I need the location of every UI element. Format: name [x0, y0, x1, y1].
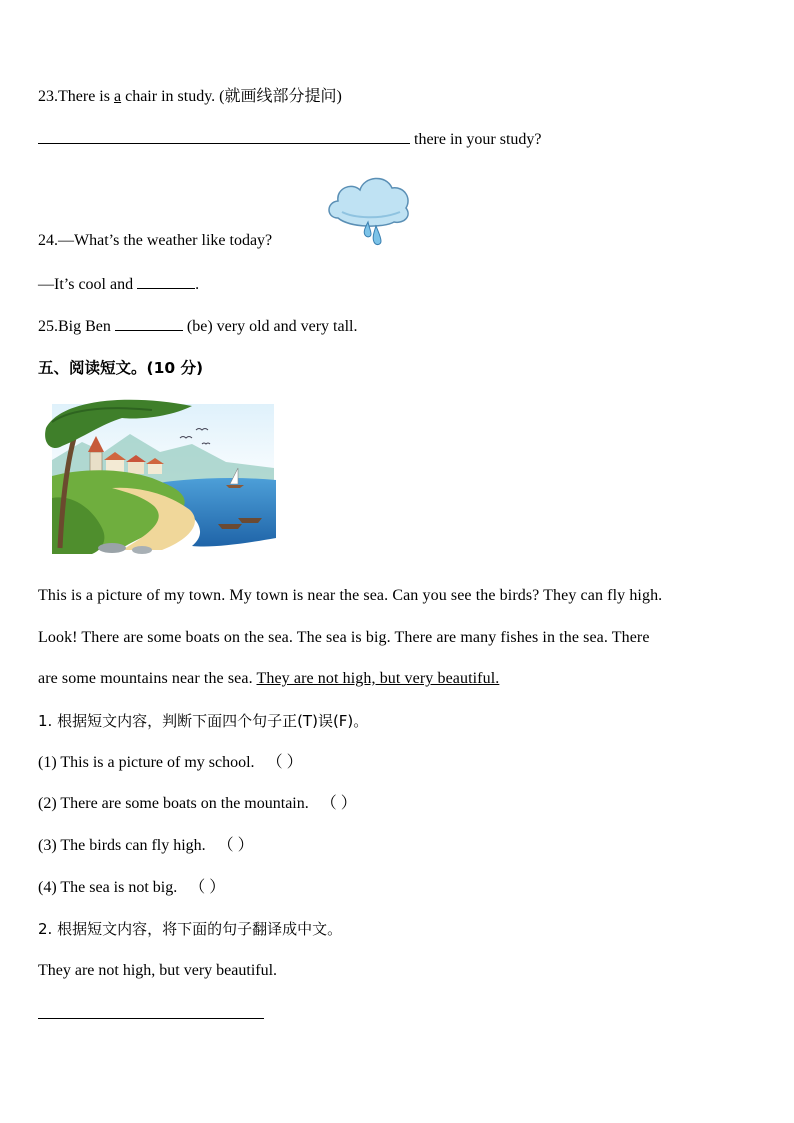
q24-question: 24.—What’s the weather like today? [38, 232, 273, 249]
q24-answer-blank[interactable] [137, 274, 195, 289]
task2-answer-line [38, 1004, 264, 1025]
answer-paren[interactable]: （ ） [266, 754, 303, 771]
answer-paren[interactable]: （ ） [320, 795, 357, 812]
rain-cloud-icon [324, 168, 412, 250]
task1-item [38, 753, 303, 773]
task1-item [38, 878, 225, 898]
passage-underlined-sentence: They are not high, but very beautiful. [256, 670, 500, 687]
q25-prefix: 25.Big Ben [38, 318, 115, 335]
passage-line-2: Look! There are some boats on the sea. The sea is big. There are many fishes in the sea. There [38, 629, 650, 646]
q23-answer-tail: there in your study? [410, 131, 542, 148]
task2-instruction: 2. 根据短文内容，将下面的句子翻译成中文。 [38, 920, 343, 938]
q24-answer-line [38, 274, 199, 295]
q25-suffix: (be) very old and very tall. [182, 318, 358, 335]
answer-paren[interactable]: （ ） [217, 837, 254, 854]
section5-title: 五、阅读短文。(10 分) [38, 359, 204, 377]
q23-answer-line [38, 129, 542, 150]
passage-line-3-plain: are some mountains near the sea. [38, 670, 257, 687]
task2-answer-blank[interactable] [38, 1004, 264, 1019]
seaside-town-illustration [42, 398, 278, 558]
q23-question [38, 87, 342, 107]
q23-prefix: 23.There is [38, 88, 114, 105]
task1-item [38, 794, 357, 814]
q23-underlined-word: a [113, 88, 122, 105]
task1-item-text: (3) The birds can fly high. [38, 837, 206, 854]
q23-suffix: chair in study. (就画线部分提问) [121, 88, 342, 105]
task1-item [38, 836, 254, 856]
answer-paren[interactable]: （ ） [189, 879, 226, 896]
passage-line-1: This is a picture of my town. My town is near the sea. Can you see the birds? They can fly high. [38, 587, 663, 604]
task1-item-text: (4) The sea is not big. [38, 879, 178, 896]
passage-line-3 [38, 669, 499, 689]
q25-question [38, 316, 358, 337]
task1-item-text: (1) This is a picture of my school. [38, 754, 255, 771]
q23-answer-blank[interactable] [38, 129, 410, 144]
q25-answer-blank[interactable] [115, 316, 183, 331]
q24-answer-suffix: . [195, 276, 200, 293]
task2-sentence: They are not high, but very beautiful. [38, 962, 278, 979]
task1-instruction: 1. 根据短文内容，判断下面四个句子正(T)误(F)。 [38, 712, 369, 730]
q24-answer-prefix: —It’s cool and [38, 276, 138, 293]
task1-item-text: (2) There are some boats on the mountain. [38, 795, 309, 812]
